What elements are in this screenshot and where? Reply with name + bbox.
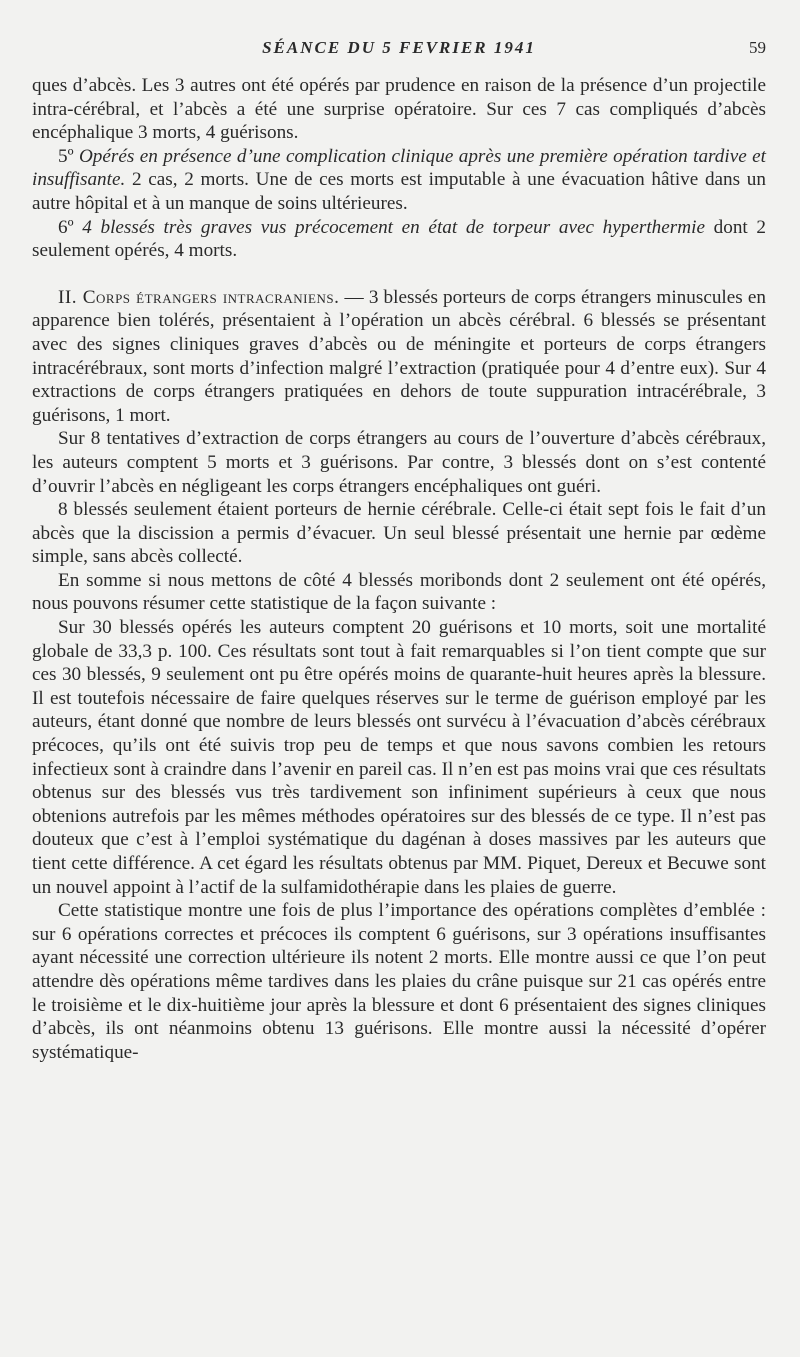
item-5-text: 2 cas, 2 morts. Une de ces morts est imputable à une évacuation hâtive dans un autre hôpital et à un manque de soins ultérieures. [32,169,766,214]
section-ii-text: — 3 blessés porteurs de corps étrangers minuscules en apparence bien tolérés, présentaient à l’opération un abcès cérébral. 6 blessés se présentant avec des signes cliniques graves d’abcès ou de méningite et porteurs de corps étrangers intracérébraux, sont morts d’infection malgré l’extraction (pratiquée pour 4 d’entre eux). Sur 4 extractions de corps étrangers pratiquées en dehors de toute suppuration intracérébrale, 3 guérisons, 1 mort. [32,286,766,426]
page-header [32,38,766,74]
paragraph-5: Sur 8 tentatives d’extraction de corps étrangers au cours de l’ouverture d’abcès cérébraux, les auteurs comptent 5 morts et 3 guérisons. Par contre, 3 blessés dont on s’est contenté d’ouvrir l’abcès en négligeant les corps étrangers encéphaliques ont guéri. [32,428,766,497]
item-number-5: 5º [58,145,79,167]
paragraph-1: ques d’abcès. Les 3 autres ont été opérés par prudence en raison de la présence d’un projectile intra-cérébral, et l’abcès a été une surprise opératoire. Sur ces 7 cas compliqués d’abcès encéphalique 3 morts, 4 guérisons. [32,75,766,144]
item-5-italic: Opérés en présence d’une complication clinique après une première opération tardive et insuffisante. [32,145,767,191]
paragraph-item-6 [32,216,766,263]
item-6-italic: 4 blessés très graves vus précocement en état de torpeur avec hyperthermie [82,216,705,238]
paragraph-7: En somme si nous mettons de côté 4 blessés moribonds dont 2 seulement ont été opérés, nous pouvons résumer cette statistique de la façon suivante : [32,569,766,615]
section-ii-paragraph [32,286,766,428]
paragraph-item-5 [32,145,766,216]
page-number: 59 [749,38,766,57]
section-heading: II. Corps étrangers intracraniens. [58,286,340,308]
body-text [32,74,766,1064]
paragraph-6: 8 blessés seulement étaient porteurs de hernie cérébrale. Celle-ci était sept fois le fait d’un abcès que la discission a permis d’évacuer. Un seul blessé présentait une hernie par œdème simple, sans abcès collecté. [32,499,766,568]
running-title: SÉANCE DU 5 FEVRIER 1941 [262,38,536,57]
paragraph-8: Sur 30 blessés opérés les auteurs comptent 20 guérisons et 10 morts, soit une mortalité globale de 33,3 p. 100. Ces résultats sont tout à fait remarquables si l’on tient compte que sur ces 30 blessés, 9 seulement ont pu être opérés moins de quarante-huit heures après la blessure. Il est toutefois nécessaire de faire quelques réserves sur le terme de guérison employé par les auteurs, étant donné que nombre de leurs blessés ont survécu à l’évacuation d’abcès cérébraux précoces, qu’ils ont été suivis trop peu de temps et que nous savons combien les retours infectieux sont à craindre dans l’avenir en pareil cas. Il n’en est pas moins vrai que ces résultats obtenus sur des blessés vus très tardivement son infiniment supérieurs à ceux que nous obtenions autrefois par les mêmes méthodes opératoires sur des blessés de ce type. Il n’est pas douteux que c’est à l’emploi systématique du dagénan à doses massives par les auteurs que tient cette différence. A cet égard les résultats obtenus par MM. Piquet, Dereux et Becuwe sont un nouvel appoint à l’actif de la sulfamidothérapie dans les plaies de guerre. [32,617,766,898]
item-6-text: dont 2 seulement opérés, 4 morts. [32,216,766,262]
paragraph-9: Cette statistique montre une fois de plus l’importance des opérations complètes d’emblée : sur 6 opérations correctes et précoces ils comptent 6 guérisons, sur 3 opérations insuffisantes ayant nécessité une correction ultérieure ils notent 2 morts. Elle montre aussi ce que l’on peut attendre dès opérations même tardives dans les plaies du crâne puisque sur 21 cas opérés entre le troisième et le dix-huitième jour après la blessure et dont 6 présentaient des signes cliniques d’abcès, ils ont néanmoins obtenu 13 guérisons. Elle montre aussi la nécessité d’opérer systématique- [32,900,766,1063]
item-number-6: 6º [58,216,83,238]
